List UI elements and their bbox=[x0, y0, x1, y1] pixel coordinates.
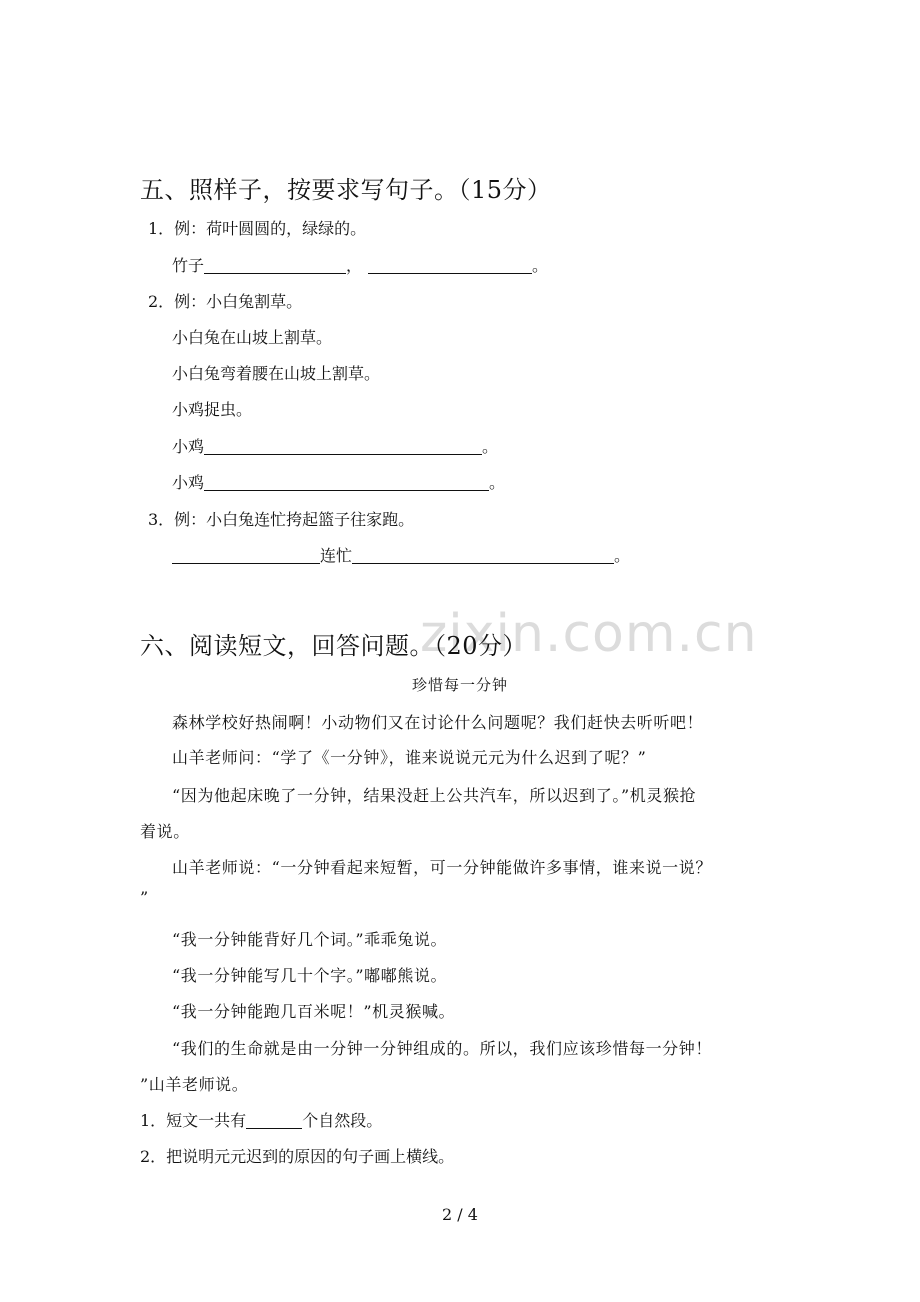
passage-paragraph: “我一分钟能写几十个字。”嘟嘟熊说。 bbox=[172, 966, 448, 985]
reading-q1-blank[interactable] bbox=[246, 1110, 302, 1129]
page-number: 2 / 4 bbox=[442, 1205, 478, 1224]
q2-example: 2．例：小白兔割草。 bbox=[148, 292, 303, 311]
passage-paragraph: 着说。 bbox=[140, 822, 190, 841]
reading-q1-suffix: 个自然段。 bbox=[302, 1111, 383, 1130]
passage-paragraph: 森林学校好热闹啊！小动物们又在讨论什么问题呢？我们赶快去听听吧！ bbox=[172, 713, 704, 732]
q3-middle: 连忙 bbox=[320, 546, 353, 565]
q3-answer-line bbox=[172, 543, 630, 566]
q1-blank-1[interactable] bbox=[204, 255, 346, 274]
q2-answer-b bbox=[172, 470, 505, 493]
reading-q1 bbox=[140, 1108, 382, 1131]
reading-q1-prefix: 1．短文一共有 bbox=[140, 1111, 247, 1130]
q2-prefix-b: 小鸡 bbox=[172, 473, 205, 492]
q1-example: 1．例：荷叶圆圆的，绿绿的。 bbox=[148, 219, 367, 238]
watermark: zixin.com.cn bbox=[420, 604, 758, 664]
q2-blank-b[interactable] bbox=[204, 472, 489, 491]
q1-prefix: 竹子 bbox=[172, 256, 205, 275]
passage-paragraph: ” bbox=[140, 888, 149, 907]
passage-paragraph: “我一分钟能跑几百米呢！”机灵猴喊。 bbox=[172, 1002, 456, 1021]
q3-blank-1[interactable] bbox=[172, 545, 320, 564]
passage-paragraph: 山羊老师问：“学了《一分钟》，谁来说说元元为什么迟到了呢？” bbox=[172, 748, 647, 767]
passage-paragraph: ”山羊老师说。 bbox=[140, 1075, 249, 1094]
q1-comma: ， bbox=[346, 256, 363, 275]
passage-paragraph: 山羊老师说：“一分钟看起来短暂，可一分钟能做许多事情，谁来说一说？ bbox=[172, 858, 712, 877]
q2-line-1: 小白兔在山坡上割草。 bbox=[172, 328, 333, 347]
passage-paragraph: “我们的生命就是由一分钟一分钟组成的。所以，我们应该珍惜每一分钟！ bbox=[172, 1039, 712, 1058]
q3-end: 。 bbox=[614, 546, 631, 565]
passage-paragraph: “我一分钟能背好几个词。”乖乖兔说。 bbox=[172, 930, 448, 949]
reading-q2: 2．把说明元元迟到的原因的句子画上横线。 bbox=[140, 1147, 455, 1166]
passage-paragraph: “因为他起床晚了一分钟，结果没赶上公共汽车，所以迟到了。”机灵猴抢 bbox=[172, 786, 697, 805]
q3-blank-2[interactable] bbox=[352, 545, 614, 564]
q1-end: 。 bbox=[532, 256, 549, 275]
q2-end-a: 。 bbox=[482, 437, 499, 456]
section-five-heading: 五、照样子，按要求写句子。（15分） bbox=[140, 176, 552, 204]
q2-end-b: 。 bbox=[489, 473, 506, 492]
section-six-heading: 六、阅读短文，回答问题。（20分） bbox=[140, 632, 528, 660]
q2-answer-a bbox=[172, 434, 498, 457]
q3-example: 3．例：小白兔连忙挎起篮子往家跑。 bbox=[148, 510, 415, 529]
q2-line-2: 小白兔弯着腰在山坡上割草。 bbox=[172, 364, 381, 383]
q2-blank-a[interactable] bbox=[204, 436, 482, 455]
q2-line-3: 小鸡捉虫。 bbox=[172, 400, 253, 419]
q2-prefix-a: 小鸡 bbox=[172, 437, 205, 456]
q1-blank-2[interactable] bbox=[368, 255, 532, 274]
q1-answer-line bbox=[172, 253, 548, 276]
passage-title: 珍惜每一分钟 bbox=[411, 676, 508, 694]
